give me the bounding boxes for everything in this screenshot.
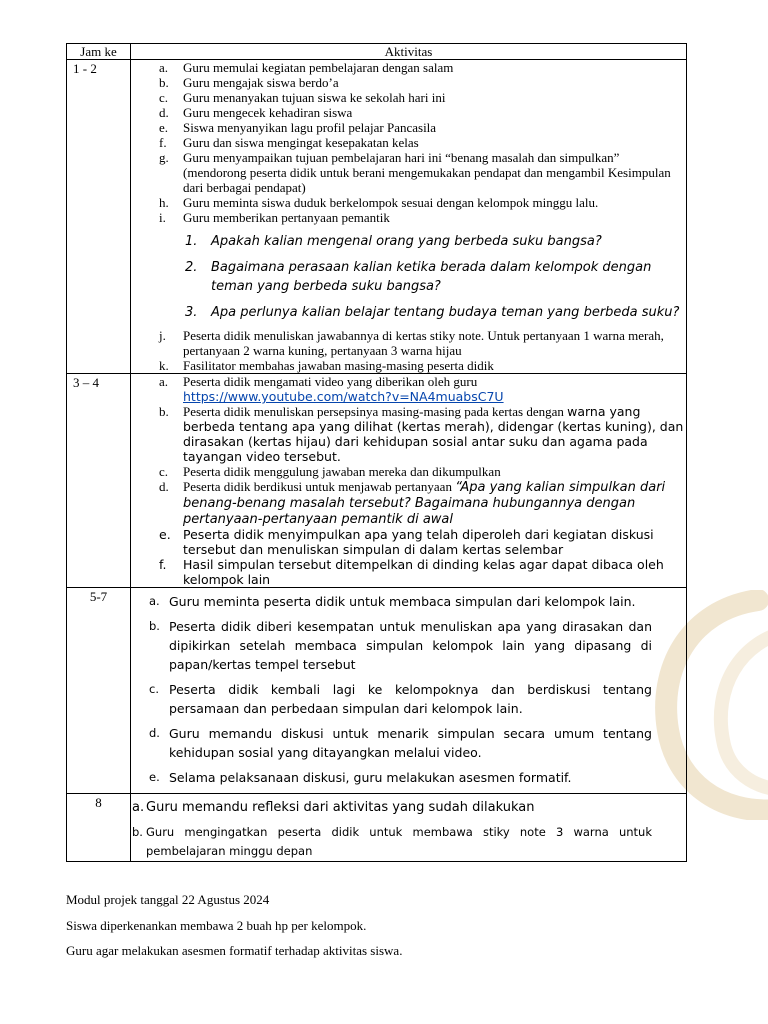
list-item: c. Peserta didik menggulung jawaban mereka dan dikumpulkan xyxy=(159,464,501,479)
jam-cell: 3 – 4 xyxy=(67,374,131,588)
list-item: b. Peserta didik menuliskan persepsinya masing-masing pada kertas dengan warna yang berbeda tentang apa yang dilihat (kertas merah), didengar (kertas kuning), dan dirasakan (kertas hijau) dari kehidupan sosial antar suku dan agama pada tayangan video tersebut. xyxy=(159,404,684,464)
list-item: b. Guru mengajak siswa berdo’a xyxy=(159,75,339,90)
note-asesmen: Guru agar melakukan asesmen formatif terhadap aktivitas siswa. xyxy=(66,943,403,958)
question-item: 1. Apakah kalian mengenal orang yang berbeda suku bangsa? xyxy=(185,234,602,249)
list-item: e. Peserta didik menyimpulkan apa yang telah diperoleh dari kegiatan diskusi tersebut dan menuliskan simpulan di dalam kertas selembar xyxy=(159,527,654,557)
activity-list xyxy=(131,60,686,225)
table-row xyxy=(67,794,687,862)
activity-list xyxy=(131,592,686,787)
activity-list xyxy=(131,328,686,373)
list-item: e. Selama pelaksanaan diskusi, guru melakukan asesmen formatif. xyxy=(149,770,572,785)
list-item: c. Peserta didik kembali lagi ke kelompoknya dan berdiskusi tentang persamaan dan perbedaan simpulan dari kelompok lain. xyxy=(149,682,652,716)
activity-list xyxy=(131,798,686,861)
list-item: k. Fasilitator membahas jawaban masing-masing peserta didik xyxy=(159,358,494,373)
list-item: b. Guru mengingatkan peserta didik untuk membawa stiky note 3 warna untuk pembelajaran minggu depan xyxy=(132,825,652,858)
table-row xyxy=(67,374,687,588)
aktivitas-cell xyxy=(131,60,687,374)
aktivitas-cell xyxy=(131,588,687,794)
list-item: d. Peserta didik berdikusi untuk menjawab pertanyaan “Apa yang kalian simpulkan dari benang-benang masalah tersebut? Bagaimana hubungannya dengan pertanyaan-pertanyaan pemantik di awal xyxy=(159,479,666,527)
list-item: c. Guru menanyakan tujuan siswa ke sekolah hari ini xyxy=(159,90,446,105)
note-hp: Siswa diperkenankan membawa 2 buah hp per kelompok. xyxy=(66,918,367,933)
youtube-link[interactable]: https://www.youtube.com/watch?v=NA4muabsC7U xyxy=(183,389,504,404)
list-item: f. Guru dan siswa mengingat kesepakatan kelas xyxy=(159,135,419,150)
jam-cell: 8 xyxy=(67,794,131,862)
list-item: a. Guru memulai kegiatan pembelajaran dengan salam xyxy=(159,60,454,75)
list-item: f. Hasil simpulan tersebut ditempelkan di dinding kelas agar dapat dibaca oleh kelompok lain xyxy=(159,557,664,587)
question-item: 2. Bagaimana perasaan kalian ketika berada dalam kelompok dengan teman yang berbeda suku bangsa? xyxy=(185,260,652,294)
list-item: j. Peserta didik menuliskan jawabannya di kertas stiky note. Untuk pertanyaan 1 warna merah, pertanyaan 2 warna kuning, pertanyaan 3 warna hijau xyxy=(159,328,664,358)
list-item: g. Guru menyampaikan tujuan pembelajaran hari ini “benang masalah dan simpulkan” (mendorong peserta didik untuk berani mengemukakan pendapat dan mengambil Kesimpulan dari berbagai pendapat) xyxy=(159,150,671,195)
table-row xyxy=(67,588,687,794)
list-item: d. Guru memandu diskusi untuk menarik simpulan secara umum tentang kehidupan sosial yang ditayangkan melalui video. xyxy=(149,726,652,760)
note-module-date: Modul projek tanggal 22 Agustus 2024 xyxy=(66,892,270,907)
activities-table xyxy=(66,43,687,862)
question-item: 3. Apa perlunya kalian belajar tentang budaya teman yang berbeda suku? xyxy=(185,305,680,320)
pemantik-questions xyxy=(131,232,686,322)
header-aktivitas: Aktivitas xyxy=(131,44,687,60)
activity-list xyxy=(131,374,686,587)
jam-cell: 5-7 xyxy=(67,588,131,794)
list-item: a. Guru memandu refleksi dari aktivitas yang sudah dilakukan xyxy=(132,800,535,815)
aktivitas-cell xyxy=(131,374,687,588)
list-item: b. Peserta didik diberi kesempatan untuk menuliskan apa yang dirasakan dan dipikirkan setelah membaca simpulan kelompok lain yang dipasang di papan/kertas tempel tersebut xyxy=(149,619,652,672)
table-header-row xyxy=(67,44,687,60)
jam-cell: 1 - 2 xyxy=(67,60,131,374)
list-item: d. Guru mengecek kehadiran siswa xyxy=(159,105,353,120)
list-item: e. Siswa menyanyikan lagu profil pelajar Pancasila xyxy=(159,120,437,135)
table-row xyxy=(67,60,687,374)
aktivitas-cell xyxy=(131,794,687,862)
list-item: a. Guru meminta peserta didik untuk membaca simpulan dari kelompok lain. xyxy=(149,594,636,609)
list-item: a. Peserta didik mengamati video yang diberikan oleh guru https://www.youtube.com/watch?v=NA4muabsC7U xyxy=(159,374,504,404)
list-item: i. Guru memberikan pertanyaan pemantik xyxy=(159,210,390,225)
header-jam-ke: Jam ke xyxy=(67,44,131,60)
list-item: h. Guru meminta siswa duduk berkelompok sesuai dengan kelompok minggu lalu. xyxy=(159,195,599,210)
